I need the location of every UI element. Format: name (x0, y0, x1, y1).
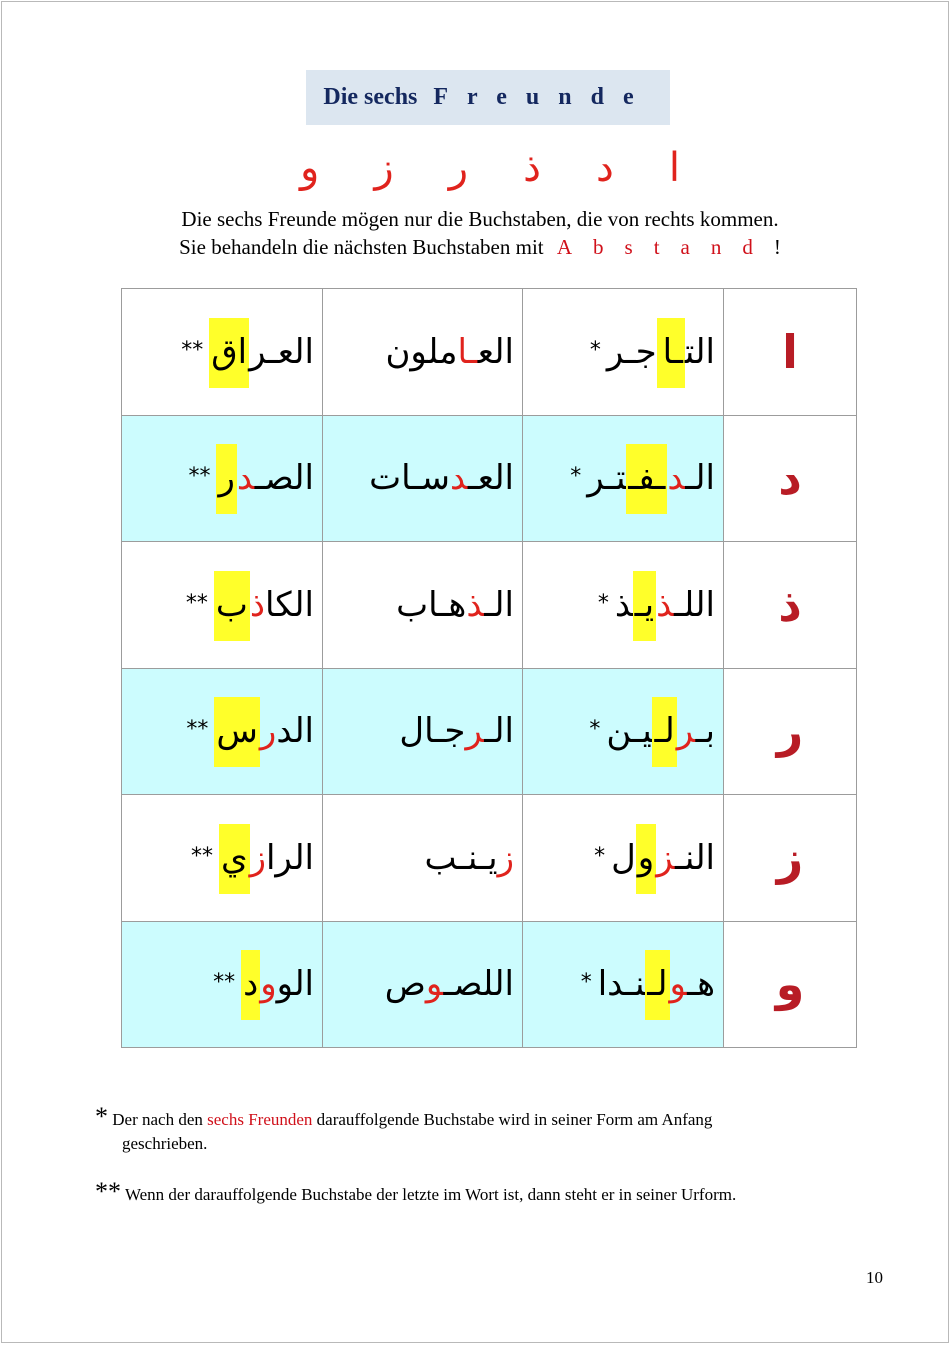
word-part-red: د (236, 458, 255, 499)
star-mark: * (594, 843, 606, 869)
cell-example-plain (323, 795, 523, 922)
word-part-before: الرا (265, 837, 314, 878)
table-row (122, 542, 857, 669)
intro-abstand: Abstand (556, 235, 774, 259)
table-row (122, 921, 857, 1048)
table-row (122, 415, 857, 542)
row-letter: د (778, 451, 802, 506)
word-part-before: الت (684, 331, 715, 372)
arabic-word (606, 697, 715, 767)
cell-example-plain (323, 415, 523, 542)
cell-example-middle (523, 668, 724, 795)
star-mark: * (597, 590, 609, 616)
word-part-before: اللـ (673, 584, 715, 625)
word-part-highlight: يـ (633, 571, 656, 641)
word-part-after: يـنـب (424, 837, 498, 878)
page-number: 10 (866, 1268, 883, 1287)
arabic-word (241, 950, 314, 1020)
star-mark: ** (190, 843, 213, 869)
footnote-2 (95, 1177, 835, 1207)
word-part-before: بـ (695, 711, 715, 752)
cell-example-plain (323, 289, 523, 416)
word-part-highlight: ـفـ (626, 444, 667, 514)
star-mark: ** (181, 337, 204, 363)
cell-example-middle (523, 415, 724, 542)
letter-zay: ز (374, 145, 394, 191)
word-part-red: ز (656, 837, 675, 878)
cell-letter (724, 668, 857, 795)
table-row (122, 795, 857, 922)
title-main: Die sechs (323, 84, 418, 110)
word-part-highlight: س (214, 697, 260, 767)
arabic-word (369, 458, 514, 498)
cell-example-final (122, 542, 323, 669)
arabic-word (396, 585, 514, 625)
footnote-2-mark: ** (95, 1177, 121, 1206)
word-part-red: و (669, 964, 688, 1005)
word-part-highlight: لـ (652, 697, 676, 767)
cell-letter (724, 795, 857, 922)
word-part-red: ذ (466, 584, 485, 625)
word-part-after: ل (611, 837, 636, 878)
table-row (122, 289, 857, 416)
footnote-1 (95, 1102, 835, 1156)
word-part-red: ذ (656, 584, 674, 625)
footnote-1-before: Der nach den (112, 1110, 203, 1129)
footnote-1-after: darauffolgende Buchstabe wird in seiner Form am Anfang (316, 1110, 713, 1129)
title-spaced: Freunde (433, 84, 653, 110)
cell-example-final (122, 668, 323, 795)
row-letter: و (775, 957, 805, 1012)
letter-alif: ا (668, 145, 680, 191)
star-mark: ** (188, 464, 211, 490)
cell-example-middle (523, 921, 724, 1048)
letter-ra: ر (448, 145, 469, 191)
word-part-before: العـ (467, 458, 514, 499)
footnote-2-text: Wenn der darauffolgende Buchstabe der letzte im Wort ist, dann steht er in seiner Urform. (124, 1185, 737, 1204)
word-part-highlight: و (636, 824, 656, 894)
word-part-before: الصـ (254, 458, 314, 499)
arabic-word (399, 711, 514, 751)
word-part-before: الـ (484, 584, 514, 625)
word-part-highlight: لـ (645, 950, 669, 1020)
word-part-highlight: ب (214, 571, 250, 641)
row-letter: ذ (778, 577, 802, 632)
word-part-red: ر (465, 711, 485, 752)
word-part-red: ـا (661, 318, 685, 388)
word-part-after: هـاب (396, 584, 467, 625)
intro-line-2 (100, 233, 860, 261)
word-part-highlight: ي (219, 824, 250, 894)
footnote-1-red: sechs Freunden (207, 1110, 313, 1129)
intro-line-1: Die sechs Freunde mögen nur die Buchstaben, die von rechts kommen. (181, 207, 779, 231)
intro-exclamation: ! (773, 235, 781, 259)
word-part-highlight: د (241, 950, 260, 1020)
word-part-after: جـر (606, 331, 657, 372)
arabic-word (587, 444, 715, 514)
six-letters-row (300, 138, 680, 198)
word-part-red: و (260, 964, 277, 1005)
footnote-1-mark: * (95, 1102, 108, 1131)
cell-example-plain (323, 668, 523, 795)
cell-letter (724, 415, 857, 542)
word-part-red: ز (497, 837, 514, 878)
word-part-red: و (425, 964, 444, 1005)
arabic-word (385, 332, 514, 372)
row-letter: ز (776, 830, 804, 885)
cell-example-middle (523, 542, 724, 669)
word-part-before: النـ (674, 837, 715, 878)
word-part-after: ذ (614, 584, 633, 625)
cell-letter (724, 921, 857, 1048)
word-part-before: الـ (685, 458, 715, 499)
word-part-before: الو (276, 964, 314, 1005)
star-mark: * (589, 337, 601, 363)
cell-example-middle (523, 289, 724, 416)
letters-table (121, 288, 857, 1048)
word-part-after: جـال (399, 711, 466, 752)
word-part-before: الكا (265, 584, 314, 625)
word-part-after: نـدا (597, 964, 646, 1005)
letter-dhal: ذ (523, 145, 541, 191)
arabic-word (598, 950, 715, 1020)
arabic-word (214, 697, 314, 767)
word-part-after: تـر (587, 458, 627, 499)
word-part-after: سـات (369, 458, 450, 499)
word-part-before: الع (477, 331, 514, 372)
cell-example-final (122, 795, 323, 922)
star-mark: ** (185, 590, 208, 616)
arabic-word (216, 444, 314, 514)
row-letter: ا (782, 324, 798, 379)
word-part-red: ز (249, 837, 266, 878)
arabic-word (615, 571, 715, 641)
word-part-highlight: ر (216, 444, 236, 514)
letter-waw: و (300, 145, 320, 191)
arabic-word (214, 571, 314, 641)
star-mark: * (589, 717, 601, 743)
cell-example-final (122, 289, 323, 416)
arabic-word (385, 964, 514, 1004)
intro-text (100, 205, 860, 261)
word-part-red: د (449, 458, 468, 499)
cell-example-final (122, 415, 323, 542)
cell-example-plain (323, 921, 523, 1048)
star-mark: * (570, 464, 582, 490)
cell-example-plain (323, 542, 523, 669)
cell-letter (724, 289, 857, 416)
word-part-red: ذ (249, 584, 266, 625)
word-part-red: د (667, 458, 686, 499)
word-part-red: ر (676, 711, 696, 752)
word-part-before: العـر (249, 331, 314, 372)
arabic-word (607, 318, 715, 388)
word-part-before: الـ (484, 711, 514, 752)
word-part-before: هـ (687, 964, 715, 1005)
letter-dal: د (595, 145, 614, 191)
table-row (122, 668, 857, 795)
arabic-word (209, 318, 314, 388)
star-mark: ** (213, 970, 236, 996)
word-part-highlight: اق (209, 318, 249, 388)
word-part-red: ر (259, 711, 277, 752)
arabic-word (219, 824, 314, 894)
title-box (306, 70, 670, 125)
intro-line-2-text: Sie behandeln die nächsten Buchstaben mit (179, 235, 544, 259)
row-letter: ر (776, 704, 804, 759)
word-part-before: الد (276, 711, 314, 752)
word-part-before: اللصـ (443, 964, 514, 1005)
footnote-1-line-2: geschrieben. (122, 1134, 208, 1153)
star-mark: ** (186, 717, 209, 743)
arabic-word (611, 824, 715, 894)
arabic-word (425, 838, 514, 878)
cell-example-final (122, 921, 323, 1048)
star-mark: * (580, 970, 592, 996)
word-part-after: يـن (606, 711, 653, 752)
cell-letter (724, 542, 857, 669)
cell-example-middle (523, 795, 724, 922)
word-part-after: ص (384, 964, 426, 1005)
word-part-red: ـا (457, 331, 478, 372)
word-part-after: ملون (385, 331, 458, 372)
word-part-highlight (657, 318, 661, 388)
